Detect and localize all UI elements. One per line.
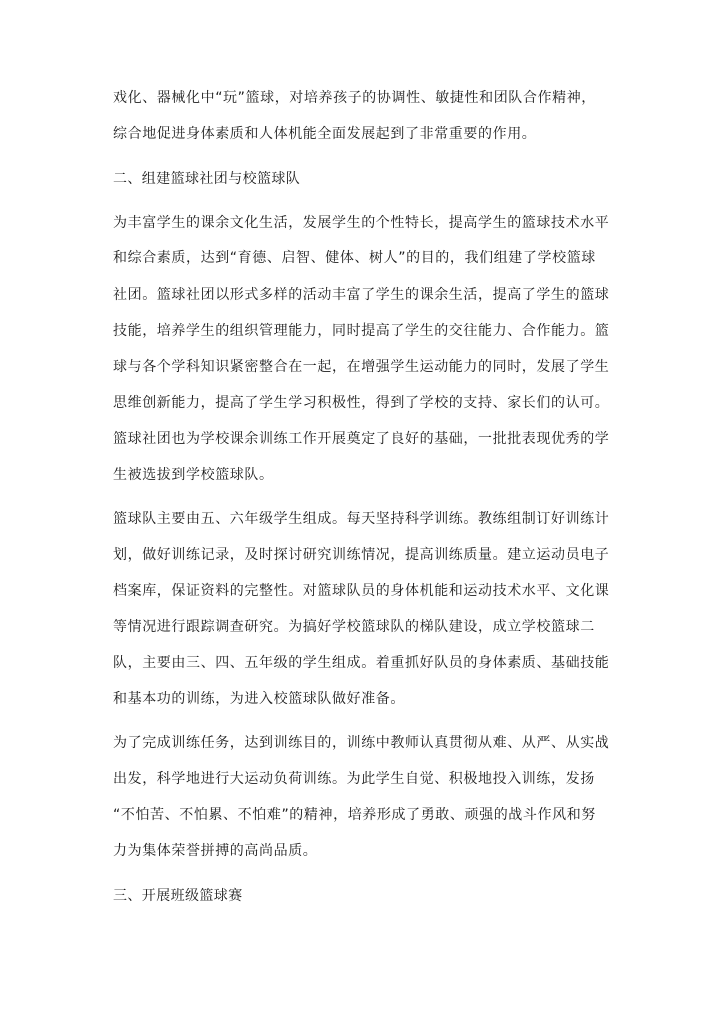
text-line: 档案库，保证资料的完整性。对篮球队员的身体机能和运动技术水平、文化课 (113, 583, 610, 599)
text-line: 和基本功的训练，为进入校篮球队做好准备。 (113, 691, 405, 707)
text-line: 戏化、器械化中“玩”篮球，对培养孩子的协调性、敏捷性和团队合作精神， (113, 90, 596, 106)
section-heading-3: 三、开展班级篮球赛 (113, 888, 243, 904)
text-line: 社团。篮球社团以形式多样的活动丰富了学生的课余生活，提高了学生的篮球 (113, 287, 610, 303)
section-heading-2: 二、组建篮球社团与校篮球队 (113, 171, 301, 187)
text-line: 力为集体荣誉拼搏的高尚品质。 (113, 843, 318, 859)
text-line: “不怕苦、不怕累、不怕难”的精神，培养形成了勇敢、顽强的战斗作风和努 (113, 807, 596, 823)
text-line: 篮球社团也为学校课余训练工作开展奠定了良好的基础，一批批表现优秀的学 (113, 431, 610, 447)
text-line: 出发，科学地进行大运动负荷训练。为此学生自觉、积极地投入训练，发扬 (113, 771, 595, 787)
text-line: 综合地促进身体素质和人体机能全面发展起到了非常重要的作用。 (113, 126, 537, 142)
text-line: 思维创新能力，提高了学生学习积极性，得到了学校的支持、家长们的认可。 (113, 395, 610, 411)
text-line: 队，主要由三、四、五年级的学生组成。着重抓好队员的身体素质、基础技能 (113, 655, 610, 671)
text-line: 等情况进行跟踪调查研究。为搞好学校篮球队的梯队建设，成立学校篮球二 (113, 619, 595, 635)
text-line: 划，做好训练记录，及时探讨研究训练情况，提高训练质量。建立运动员电子 (113, 547, 610, 563)
text-line: 技能，培养学生的组织管理能力，同时提高了学生的交往能力、合作能力。篮 (113, 323, 610, 339)
text-line: 生被选拔到学校篮球队。 (113, 467, 274, 483)
text-line: 篮球队主要由五、六年级学生组成。每天坚持科学训练。教练组制订好训练计 (113, 511, 610, 527)
text-line: 为丰富学生的课余文化生活，发展学生的个性特长，提高学生的篮球技术水平 (113, 215, 610, 231)
text-line: 和综合素质，达到“育德、启智、健体、树人”的目的，我们组建了学校篮球 (113, 250, 596, 266)
text-line: 球与各个学科知识紧密整合在一起，在增强学生运动能力的同时，发展了学生 (113, 359, 610, 375)
text-line: 为了完成训练任务，达到训练目的，训练中教师认真贯彻从难、从严、从实战 (113, 735, 610, 751)
